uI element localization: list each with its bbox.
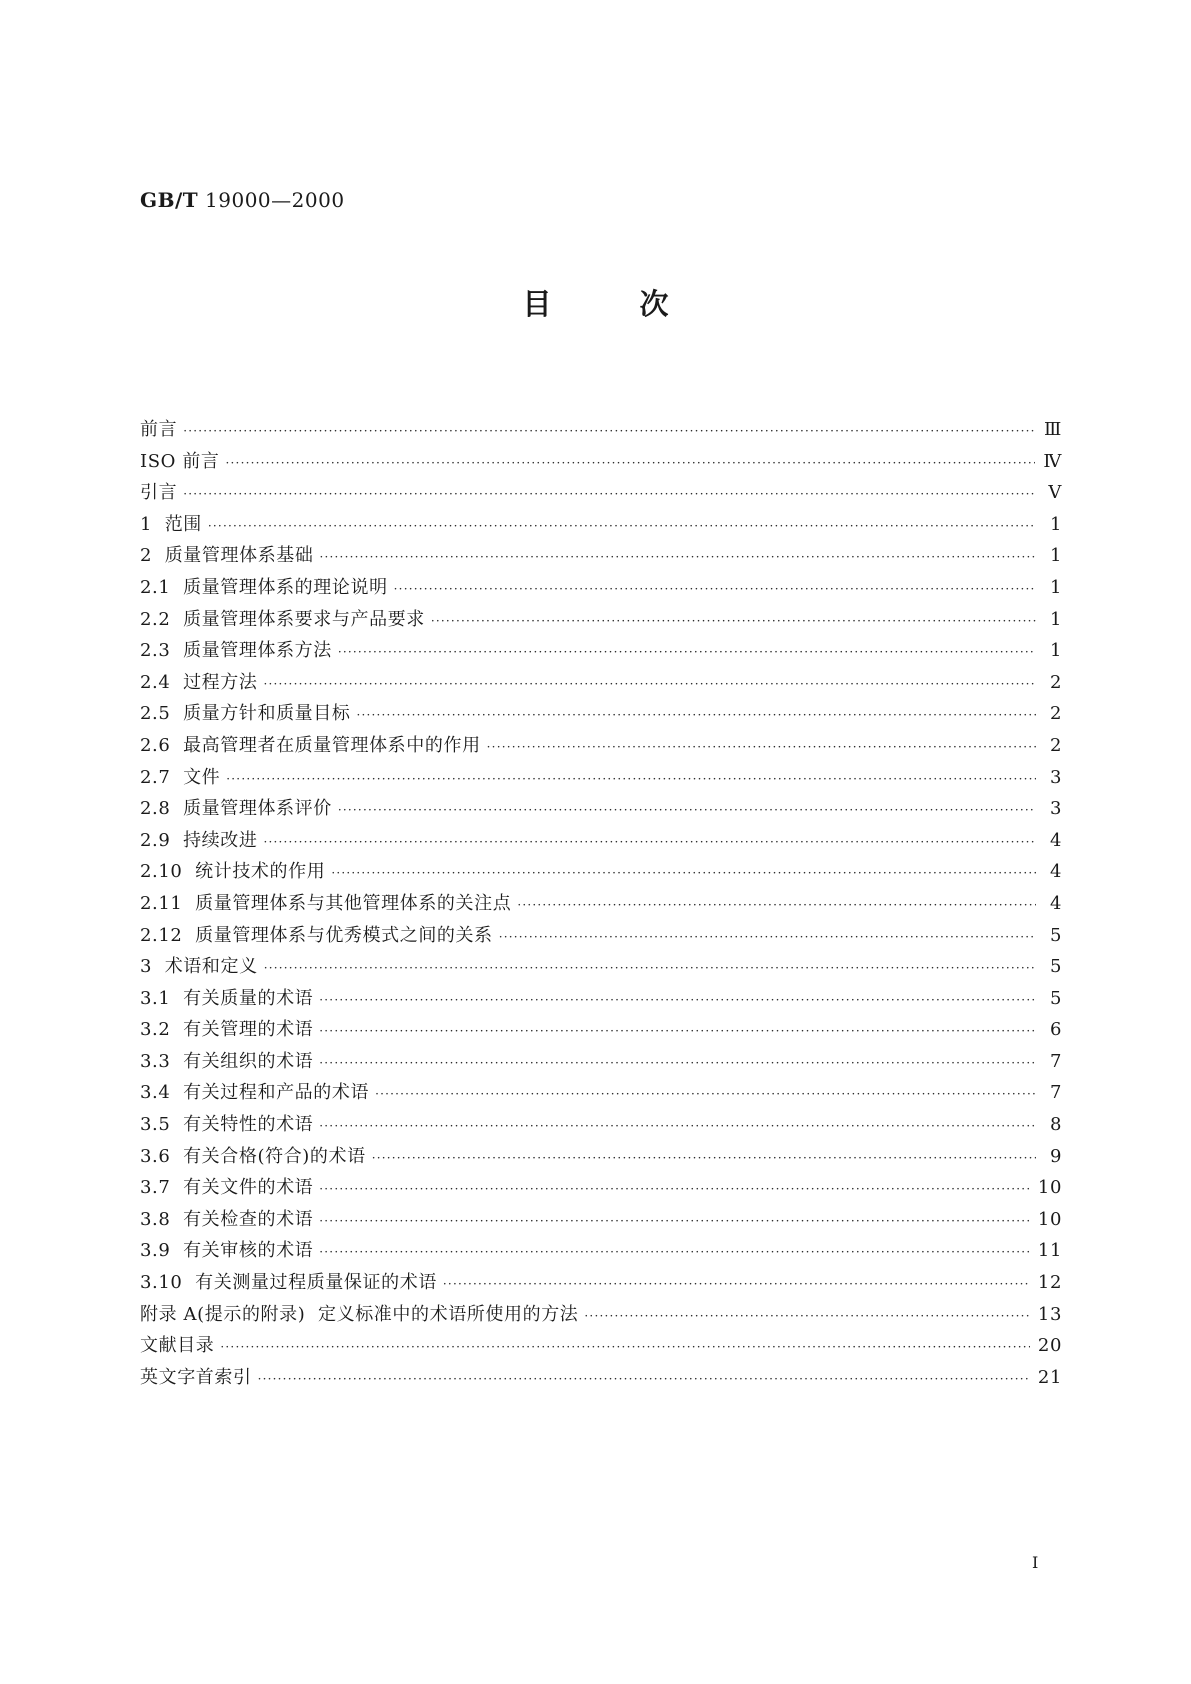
toc-entry-page: 6 [1049, 1019, 1062, 1041]
standard-code-number: 19000—2000 [198, 188, 345, 212]
toc-entry-label: 2.2 质量管理体系要求与产品要求 [140, 608, 425, 630]
toc-entry[interactable] [140, 920, 1062, 952]
toc-entry[interactable] [140, 1109, 1062, 1141]
toc-entry-page: 1 [1049, 608, 1062, 630]
page-title-char-2: 次 [639, 287, 669, 321]
page-title [0, 282, 1191, 323]
toc-entry-page: 3 [1049, 766, 1062, 788]
toc-dot-leader [319, 1048, 1036, 1080]
toc-dot-leader [319, 1237, 1030, 1269]
toc-entry-label: 3.2 有关管理的术语 [140, 1019, 314, 1041]
toc-entry-page: 9 [1049, 1145, 1062, 1167]
toc-entry-page: 21 [1037, 1366, 1062, 1388]
toc-entry-page: 4 [1049, 861, 1062, 883]
toc-dot-leader [443, 1269, 1030, 1301]
toc-entry[interactable] [140, 1141, 1062, 1173]
toc-dot-leader [338, 795, 1036, 827]
toc-dot-leader [226, 764, 1036, 796]
toc-entry[interactable] [140, 509, 1062, 541]
toc-dot-leader [517, 890, 1036, 922]
toc-entry[interactable] [140, 1362, 1062, 1394]
toc-dot-leader [499, 922, 1036, 954]
toc-entry-label: 3.8 有关检查的术语 [140, 1208, 314, 1230]
toc-entry-label: 2.6 最高管理者在质量管理体系中的作用 [140, 734, 481, 756]
toc-entry-page: 3 [1049, 798, 1062, 820]
toc-entry-page: 1 [1049, 640, 1062, 662]
toc-entry-page: 13 [1037, 1303, 1062, 1325]
toc-entry[interactable] [140, 730, 1062, 762]
toc-entry-label: 3.6 有关合格(符合)的术语 [140, 1145, 366, 1167]
toc-entry-page: 2 [1049, 703, 1062, 725]
toc-entry-page: 2 [1049, 734, 1062, 756]
toc-entry-label: 2.11 质量管理体系与其他管理体系的关注点 [140, 892, 512, 914]
toc-dot-leader [258, 1364, 1030, 1396]
table-of-contents [140, 414, 1062, 1393]
toc-entry[interactable] [140, 888, 1062, 920]
toc-entry-label: ISO 前言 [140, 450, 220, 472]
toc-entry-label: 1 范围 [140, 513, 202, 535]
toc-entry[interactable] [140, 1172, 1062, 1204]
toc-entry-label: 2.5 质量方针和质量目标 [140, 703, 351, 725]
toc-entry[interactable] [140, 414, 1062, 446]
toc-entry[interactable] [140, 572, 1062, 604]
toc-entry[interactable] [140, 540, 1062, 572]
toc-dot-leader [319, 1016, 1036, 1048]
toc-entry[interactable] [140, 793, 1062, 825]
page-number: I [1032, 1553, 1039, 1572]
toc-entry[interactable] [140, 1077, 1062, 1109]
toc-entry-label: 3 术语和定义 [140, 956, 258, 978]
standard-code [140, 188, 345, 212]
toc-dot-leader [584, 1301, 1029, 1333]
toc-dot-leader [338, 637, 1036, 669]
toc-entry[interactable] [140, 698, 1062, 730]
toc-entry-label: 2 质量管理体系基础 [140, 545, 314, 567]
toc-entry-page: Ⅳ [1043, 450, 1062, 472]
toc-entry-page: 5 [1049, 956, 1062, 978]
toc-dot-leader [431, 606, 1036, 638]
toc-entry-label: 英文字首索引 [140, 1366, 252, 1388]
toc-entry-page: 2 [1049, 671, 1062, 693]
toc-entry-page: 7 [1049, 1050, 1062, 1072]
toc-entry-page: 8 [1049, 1114, 1062, 1136]
toc-entry-page: 20 [1037, 1335, 1062, 1357]
toc-dot-leader [226, 448, 1036, 480]
toc-entry-label: 3.9 有关审核的术语 [140, 1240, 314, 1262]
toc-entry-page: 1 [1049, 513, 1062, 535]
toc-entry-label: 前言 [140, 419, 178, 440]
toc-entry-label: 3.3 有关组织的术语 [140, 1050, 314, 1072]
toc-entry[interactable] [140, 667, 1062, 699]
toc-entry[interactable] [140, 983, 1062, 1015]
toc-dot-leader [263, 827, 1036, 859]
toc-dot-leader [487, 732, 1036, 764]
toc-entry-label: 引言 [140, 482, 178, 504]
toc-dot-leader [319, 1174, 1030, 1206]
toc-entry[interactable] [140, 1046, 1062, 1078]
toc-entry[interactable] [140, 635, 1062, 667]
toc-entry-label: 2.8 质量管理体系评价 [140, 798, 332, 820]
toc-entry-label: 3.4 有关过程和产品的术语 [140, 1082, 370, 1104]
toc-entry-page: 4 [1049, 892, 1062, 914]
toc-entry-label: 文献目录 [140, 1335, 215, 1357]
toc-entry[interactable] [140, 477, 1062, 509]
toc-entry-label: 2.7 文件 [140, 766, 221, 788]
toc-dot-leader [375, 1079, 1036, 1111]
toc-dot-leader [319, 1206, 1030, 1238]
toc-entry[interactable] [140, 1204, 1062, 1236]
toc-dot-leader [372, 1143, 1036, 1175]
toc-dot-leader [263, 669, 1036, 701]
toc-entry-label: 附录 A(提示的附录) 定义标准中的术语所使用的方法 [140, 1303, 579, 1325]
toc-entry-page: 12 [1037, 1272, 1062, 1294]
toc-entry-label: 2.12 质量管理体系与优秀模式之间的关系 [140, 924, 493, 946]
toc-entry[interactable] [140, 1330, 1062, 1362]
toc-entry-label: 2.4 过程方法 [140, 671, 258, 693]
toc-entry-page: Ⅲ [1044, 419, 1062, 440]
toc-entry[interactable] [140, 604, 1062, 636]
toc-entry-page: 1 [1049, 576, 1062, 598]
standard-code-prefix: GB/T [140, 188, 199, 212]
toc-dot-leader [183, 479, 1036, 511]
toc-entry[interactable] [140, 446, 1062, 478]
toc-entry[interactable] [140, 1235, 1062, 1267]
toc-entry-label: 2.10 统计技术的作用 [140, 861, 326, 883]
toc-entry[interactable] [140, 825, 1062, 857]
toc-entry[interactable] [140, 951, 1062, 983]
toc-entry-label: 3.1 有关质量的术语 [140, 987, 314, 1009]
toc-dot-leader [208, 511, 1036, 543]
toc-entry-label: 3.7 有关文件的术语 [140, 1177, 314, 1199]
toc-entry-page: 10 [1037, 1208, 1062, 1230]
toc-entry-page: Ⅴ [1048, 482, 1062, 504]
toc-entry[interactable] [140, 762, 1062, 794]
toc-entry-page: 7 [1049, 1082, 1062, 1104]
toc-dot-leader [319, 985, 1036, 1017]
toc-entry[interactable] [140, 1267, 1062, 1299]
toc-entry-label: 3.5 有关特性的术语 [140, 1114, 314, 1136]
toc-entry-page: 5 [1049, 987, 1062, 1009]
toc-dot-leader [264, 953, 1036, 985]
toc-entry-page: 11 [1037, 1240, 1062, 1262]
toc-dot-leader [320, 542, 1037, 574]
toc-entry-page: 4 [1049, 829, 1062, 851]
toc-entry[interactable] [140, 856, 1062, 888]
toc-entry-label: 2.3 质量管理体系方法 [140, 640, 332, 662]
toc-dot-leader [220, 1332, 1029, 1364]
toc-entry[interactable] [140, 1014, 1062, 1046]
toc-entry-page: 10 [1037, 1177, 1062, 1199]
toc-entry-label: 2.1 质量管理体系的理论说明 [140, 576, 388, 598]
toc-entry[interactable] [140, 1299, 1062, 1331]
toc-entry-label: 2.9 持续改进 [140, 829, 258, 851]
page-title-char-1: 目 [522, 287, 552, 321]
toc-entry-label: 3.10 有关测量过程质量保证的术语 [140, 1272, 437, 1294]
toc-dot-leader [319, 1111, 1036, 1143]
toc-dot-leader [331, 858, 1036, 890]
toc-dot-leader [356, 700, 1036, 732]
toc-entry-page: 5 [1049, 924, 1062, 946]
toc-dot-leader [394, 574, 1036, 606]
toc-dot-leader [183, 416, 1036, 448]
toc-entry-page: 1 [1049, 545, 1062, 567]
